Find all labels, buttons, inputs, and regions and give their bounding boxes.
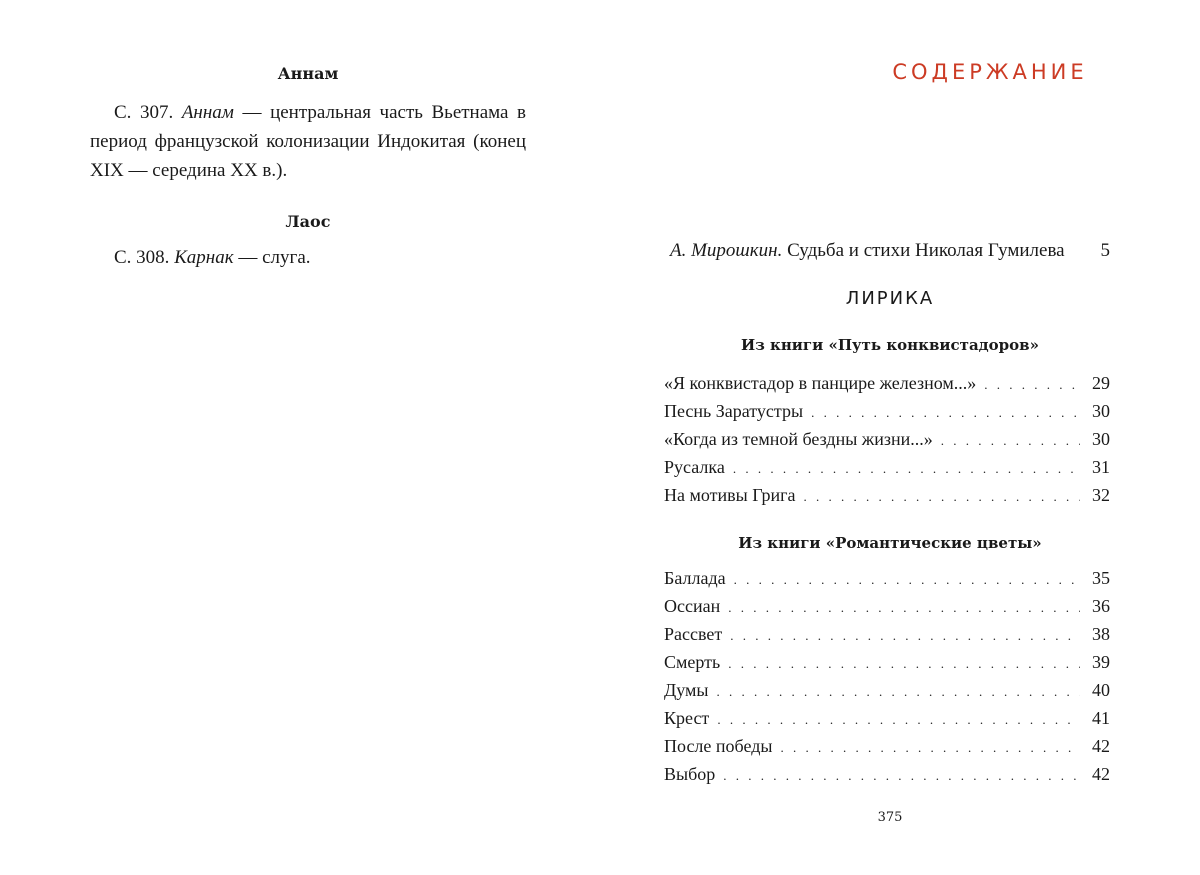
toc-page-number: 39 bbox=[1092, 652, 1110, 672]
toc-entry-title: Оссиан bbox=[664, 596, 721, 616]
toc-page-number: 29 bbox=[1092, 373, 1110, 393]
toc-entry[interactable] bbox=[664, 369, 1110, 397]
intro-page-number: 5 bbox=[1100, 240, 1110, 261]
toc-entry-title: Рассвет bbox=[664, 624, 723, 644]
toc-leader bbox=[811, 399, 1080, 427]
toc-page-number: 42 bbox=[1092, 736, 1110, 756]
section-heading-annam: Аннам bbox=[277, 64, 339, 83]
toc-list bbox=[664, 564, 1110, 788]
toc-entry[interactable] bbox=[664, 732, 1110, 760]
toc-leader bbox=[984, 371, 1080, 399]
note-annam bbox=[90, 98, 526, 185]
section-heading-laos: Лаос bbox=[285, 212, 331, 231]
toc-entry-title: Песнь Заратустры bbox=[664, 401, 804, 421]
toc-entry[interactable] bbox=[664, 592, 1110, 620]
note-ref: С. 307. bbox=[114, 102, 174, 123]
toc-leader bbox=[733, 455, 1080, 483]
intro-title: Судьба и стихи Николая Гумилева bbox=[787, 240, 1065, 261]
page-number: 375 bbox=[877, 810, 903, 825]
toc-page-number: 42 bbox=[1092, 764, 1110, 784]
right-page bbox=[600, 0, 1200, 875]
book-heading: Из книги «Путь конквистадоров» bbox=[741, 336, 1039, 354]
toc-page-number: 35 bbox=[1092, 568, 1110, 588]
toc-entry-title: «Когда из темной бездны жизни...» bbox=[664, 429, 933, 449]
toc-entry[interactable] bbox=[664, 564, 1110, 592]
note-text: — слуга. bbox=[238, 247, 311, 268]
toc-leader bbox=[730, 622, 1080, 650]
toc-page-number: 30 bbox=[1092, 429, 1110, 449]
contents-title: СОДЕРЖАНИЕ bbox=[892, 60, 1088, 84]
toc-leader bbox=[717, 678, 1080, 706]
toc-leader bbox=[941, 427, 1080, 455]
note-laos bbox=[90, 243, 526, 272]
note-term: Карнак bbox=[174, 247, 234, 268]
intro-author: А. Мирошкин. bbox=[670, 240, 783, 261]
note-text: — центральная часть Вьетнама в период французской колонизации Индокитая (конец XIX — середина XX в.). bbox=[90, 102, 527, 181]
toc-entry[interactable] bbox=[664, 397, 1110, 425]
note-term: Аннам bbox=[181, 102, 234, 123]
toc-page-number: 30 bbox=[1092, 401, 1110, 421]
toc-entry[interactable] bbox=[664, 620, 1110, 648]
toc-page-number: 31 bbox=[1092, 457, 1110, 477]
toc-entry-title: Выбор bbox=[664, 764, 716, 784]
toc-entry-title: Смерть bbox=[664, 652, 721, 672]
toc-entry-title: Русалка bbox=[664, 457, 725, 477]
section-title-lyrics: ЛИРИКА bbox=[845, 288, 935, 309]
toc-leader bbox=[804, 483, 1080, 511]
toc-leader bbox=[728, 650, 1080, 678]
toc-leader bbox=[728, 594, 1080, 622]
toc-leader bbox=[723, 762, 1080, 790]
toc-entry[interactable] bbox=[664, 453, 1110, 481]
toc-entry-title: Баллада bbox=[664, 568, 726, 588]
toc-entry[interactable] bbox=[664, 760, 1110, 788]
toc-entry-title: Думы bbox=[664, 680, 709, 700]
toc-page-number: 41 bbox=[1092, 708, 1110, 728]
toc-entry[interactable] bbox=[664, 648, 1110, 676]
toc-entry-title: На мотивы Грига bbox=[664, 485, 796, 505]
toc-entry[interactable] bbox=[664, 704, 1110, 732]
toc-entry-title: Крест bbox=[664, 708, 710, 728]
toc-leader bbox=[734, 566, 1080, 594]
book-heading: Из книги «Романтические цветы» bbox=[738, 534, 1042, 552]
toc-entry[interactable] bbox=[664, 481, 1110, 509]
toc-page-number: 32 bbox=[1092, 485, 1110, 505]
note-ref: С. 308. bbox=[114, 247, 170, 268]
toc-entry[interactable] bbox=[664, 676, 1110, 704]
toc-page-number: 38 bbox=[1092, 624, 1110, 644]
toc-page-number: 36 bbox=[1092, 596, 1110, 616]
toc-entry-title: «Я конквистадор в панцире железном...» bbox=[664, 373, 977, 393]
toc-entry-title: После победы bbox=[664, 736, 773, 756]
toc-leader bbox=[780, 734, 1080, 762]
toc-entry[interactable] bbox=[664, 425, 1110, 453]
toc-leader bbox=[717, 706, 1080, 734]
toc-page-number: 40 bbox=[1092, 680, 1110, 700]
toc-list bbox=[664, 369, 1110, 509]
toc-intro-entry[interactable] bbox=[670, 240, 1110, 262]
